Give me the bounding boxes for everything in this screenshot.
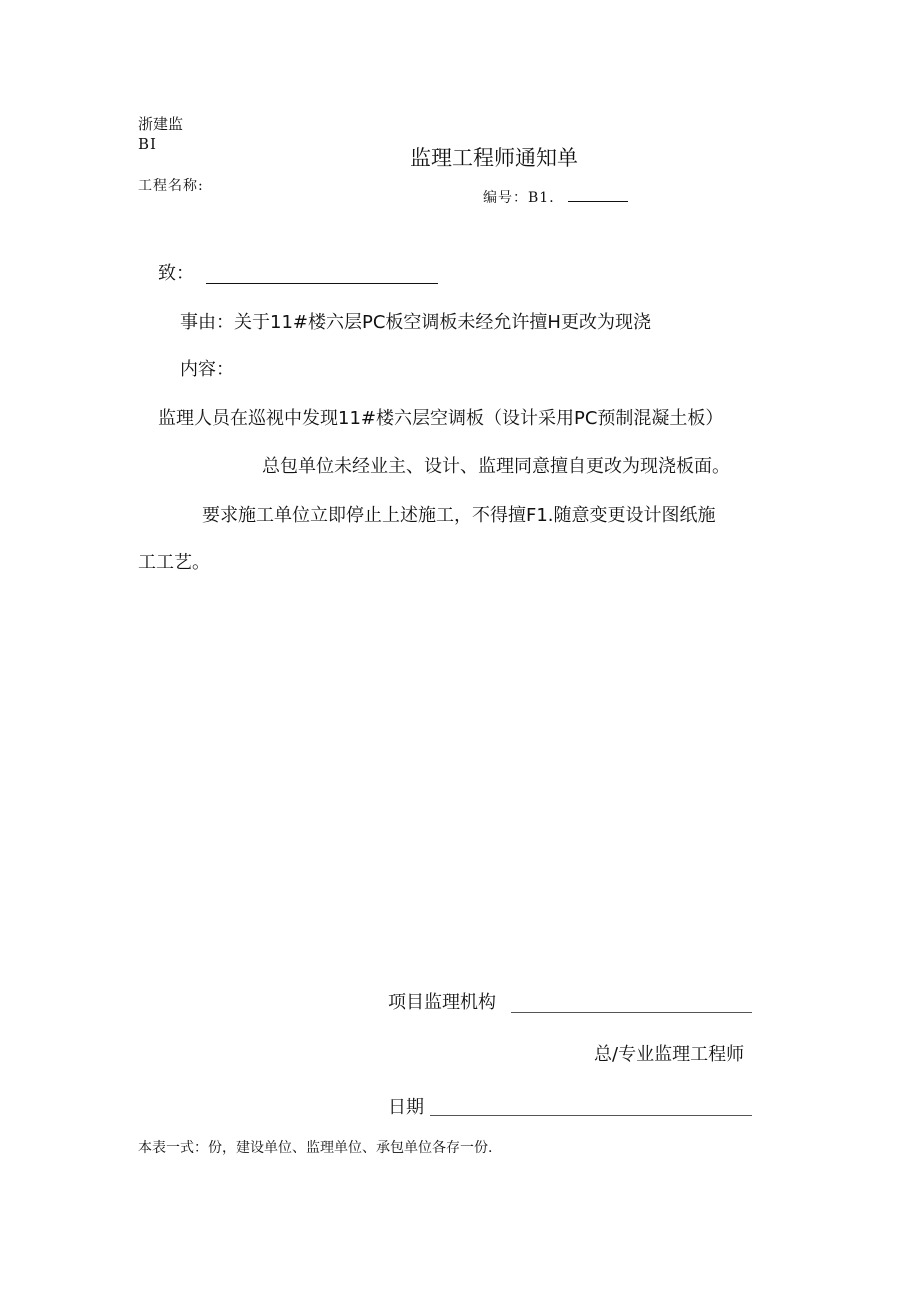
serial-number-label: 编号：B1． [483,190,565,206]
form-code-sub: BI [138,135,157,153]
serial-number-blank [568,187,628,202]
footnote: 本表一式：份，建设单位、监理单位、承包单位各存一份. [138,1140,493,1156]
content-label: 内容： [180,359,234,380]
supervision-org-blank-line [511,1012,752,1013]
project-name-label: 工程名称: [138,178,204,194]
supervision-org-label: 项目监理机构 [388,992,496,1013]
content-line-2: 总包单位未经业主、设计、监理同意擅自更改为现浇板面。 [262,456,730,477]
serial-number [483,187,628,208]
subject-line: 事由：关于11#楼六层PC板空调板未经允许擅H更改为现浇 [180,312,651,333]
content-line-3: 要求施工单位立即停止上述施工，不得擅F1.随意变更设计图纸施 [202,505,716,526]
document-title: 监理工程师通知单 [410,146,578,170]
chief-engineer-label: 总/专业监理工程师 [594,1044,745,1065]
recipient-blank-line [206,283,438,284]
form-code: 浙建监 [138,115,184,133]
date-label: 日期 [388,1097,424,1118]
recipient-label: 致： [158,263,194,284]
content-line-4: 工工艺。 [138,552,210,573]
date-blank-line [430,1115,752,1116]
content-line-1: 监理人员在巡视中发现11#楼六层空调板（设计采用PC预制混凝土板） [158,408,724,429]
